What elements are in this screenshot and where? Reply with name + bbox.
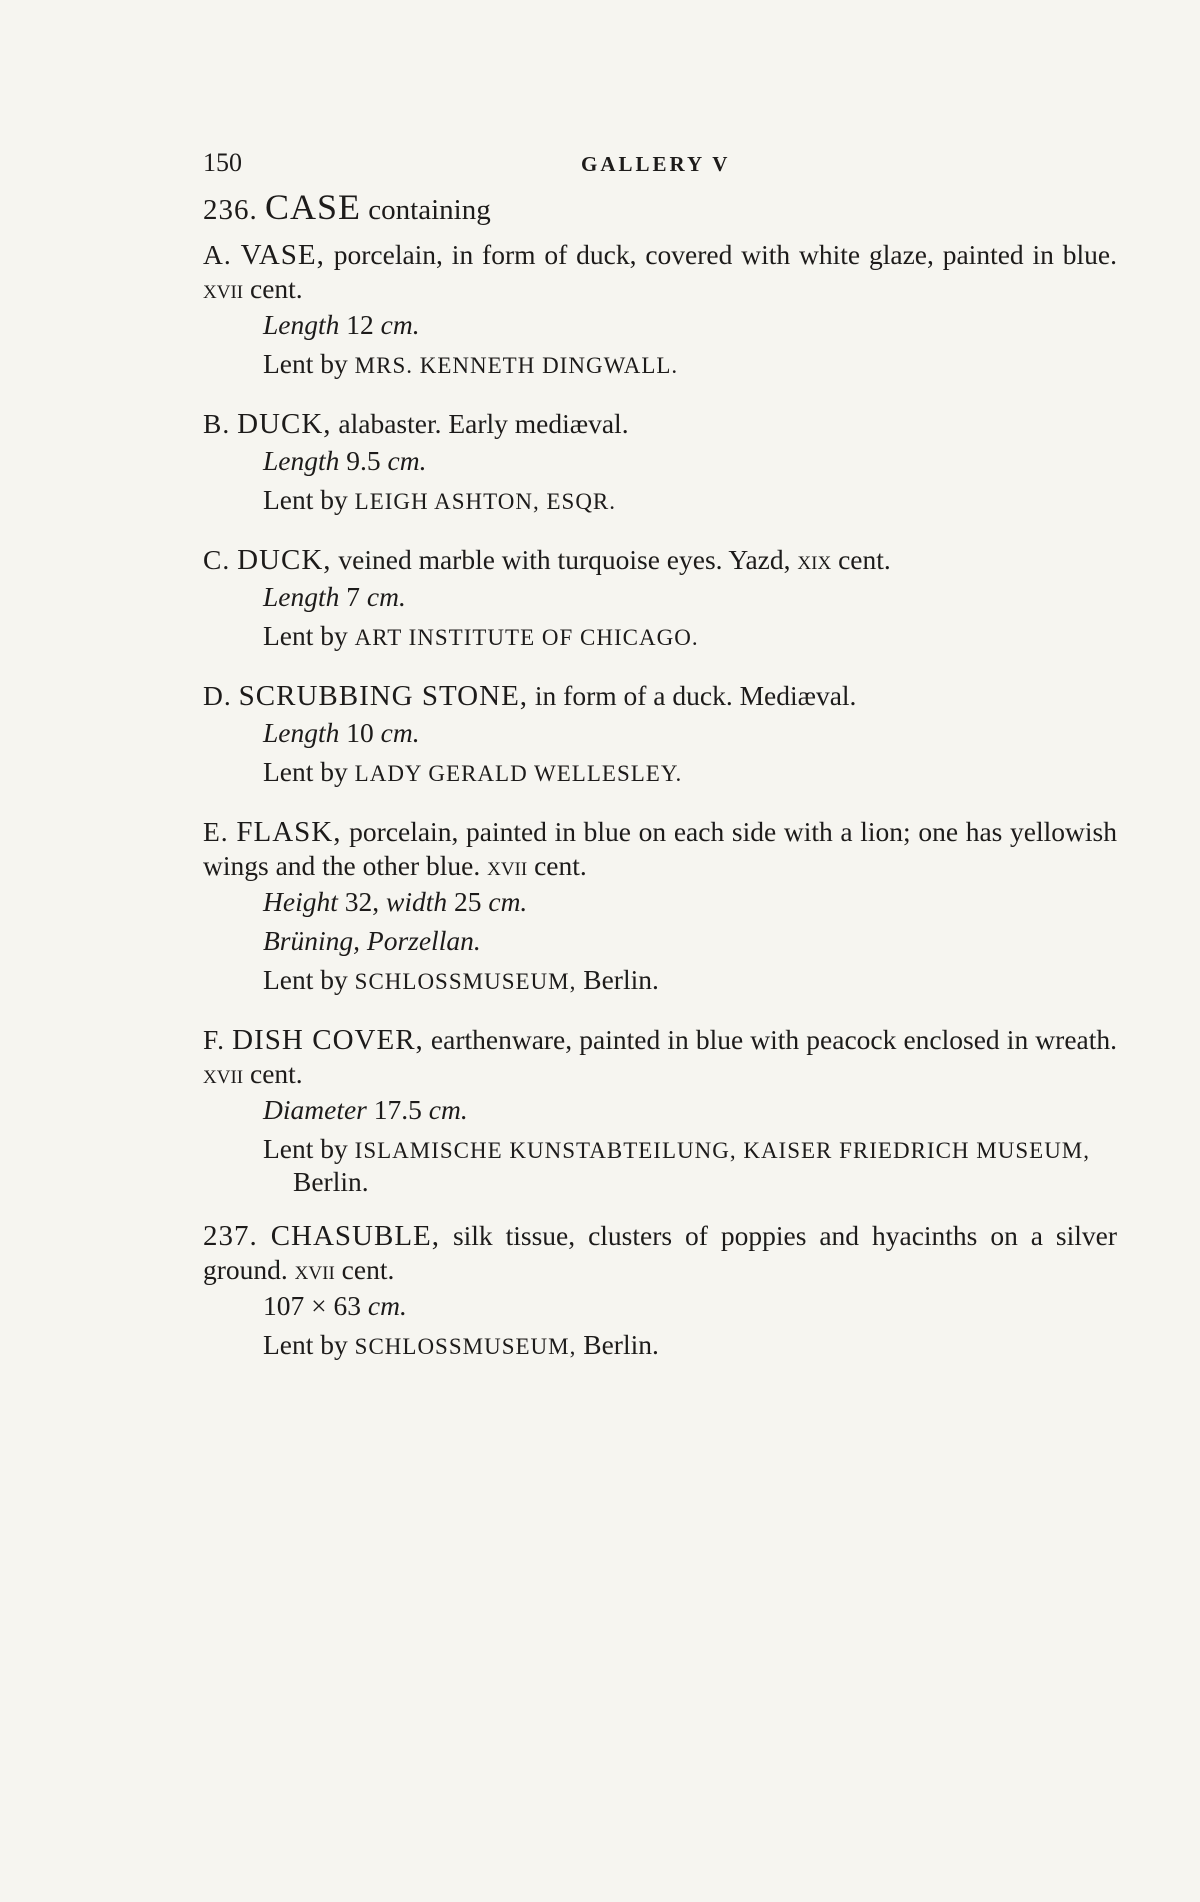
dimension-unit: cm. — [488, 886, 528, 917]
item-dimensions — [263, 305, 1117, 344]
item-date-suffix: cent. — [534, 850, 587, 881]
item-f — [203, 1023, 1117, 1197]
item-c — [203, 543, 1117, 657]
item-date-suffix: cent. — [341, 1254, 395, 1285]
page-number: 150 — [203, 148, 242, 177]
item-lender — [263, 480, 1117, 521]
item-lender — [263, 1325, 1117, 1366]
item-e — [203, 815, 1117, 1001]
item-lender — [263, 344, 1117, 385]
lent-by-label: Lent by — [263, 1329, 348, 1360]
item-dimensions — [263, 1286, 1117, 1325]
item-a — [203, 238, 1117, 385]
item-name: DUCK, — [237, 544, 332, 576]
lent-by-label: Lent by — [263, 348, 348, 379]
item-text: earthenware, painted in blue with peacock enclosed in wreath. — [430, 1024, 1117, 1055]
item-name: SCRUBBING STONE, — [238, 680, 529, 712]
lent-by-label: Lent by — [263, 1133, 348, 1164]
item-description — [203, 815, 1117, 882]
item-text: veined marble with turquoise eyes. Yazd, — [338, 544, 791, 575]
dimension-unit: cm. — [380, 717, 420, 748]
lender-name: SCHLOSSMUSEUM, — [354, 1334, 577, 1359]
item-name: VASE, — [240, 239, 325, 271]
lender-name: ISLAMISCHE KUNSTABTEILUNG, KAISER FRIEDRICH MUSEUM, — [354, 1138, 1091, 1163]
entry-237 — [203, 1219, 1117, 1366]
dimension-value: 9.5 — [346, 445, 381, 476]
item-description — [203, 679, 1117, 713]
lender-place: Berlin. — [583, 964, 659, 995]
dimension-value: 17.5 — [373, 1094, 422, 1125]
dimension-value: 10 — [346, 717, 374, 748]
item-dimensions — [263, 713, 1117, 752]
item-label: F. — [203, 1024, 225, 1055]
dimension-label: Length — [263, 717, 340, 748]
lender-place: Berlin. — [583, 1329, 659, 1360]
item-dimensions — [263, 882, 1117, 921]
dimension-unit: cm. — [367, 1290, 407, 1321]
lender-name: LEIGH ASHTON, ESQR. — [354, 489, 617, 514]
dimension-value: 107 × 63 — [263, 1290, 362, 1321]
dimension-value: 32, — [344, 886, 380, 917]
item-lender — [263, 752, 1117, 793]
dimension-label: Length — [263, 309, 340, 340]
dimension-extra-value: 25 — [453, 886, 482, 917]
entry-number: 236. — [203, 194, 258, 226]
item-lender — [263, 1133, 1117, 1197]
item-dimensions — [263, 441, 1117, 480]
item-date: xix — [797, 544, 832, 575]
lent-by-label: Lent by — [263, 964, 348, 995]
item-label: E. — [203, 816, 229, 847]
item-label: D. — [203, 680, 232, 711]
entry-suffix: containing — [368, 194, 491, 226]
dimension-unit: cm. — [366, 581, 406, 612]
item-text: in form of a duck. Mediæval. — [534, 680, 857, 711]
item-name: FLASK, — [236, 816, 342, 848]
lender-name: SCHLOSSMUSEUM, — [354, 969, 577, 994]
entry-number: 237. — [203, 1220, 258, 1252]
item-text: porcelain, in form of duck, covered with white glaze, painted in blue. — [333, 239, 1118, 270]
item-dimensions — [263, 1090, 1117, 1129]
item-date-suffix: cent. — [249, 1058, 303, 1089]
page-header — [203, 148, 1117, 182]
lender-name: LADY GERALD WELLESLEY. — [354, 761, 683, 786]
item-description — [203, 238, 1117, 305]
item-label: B. — [203, 408, 231, 439]
item-date: xvii — [487, 850, 528, 881]
item-lender — [263, 960, 1117, 1001]
item-b — [203, 407, 1117, 521]
item-description — [203, 543, 1117, 577]
running-head: GALLERY V — [581, 152, 731, 176]
dimension-value: 12 — [346, 309, 374, 340]
item-description — [203, 407, 1117, 441]
entry-title: CASE — [265, 187, 362, 227]
item-date-suffix: cent. — [838, 544, 891, 575]
entry-title: CHASUBLE, — [270, 1220, 441, 1252]
entry-236-title — [203, 186, 1117, 228]
dimension-label: Length — [263, 581, 340, 612]
dimension-unit: cm. — [387, 445, 427, 476]
lender-name: MRS. KENNETH DINGWALL. — [354, 353, 679, 378]
lender-place: Berlin. — [293, 1166, 369, 1197]
item-text: porcelain, painted in blue on each side with a lion; one has yellowish wings and the other blue. — [203, 816, 1117, 881]
dimension-unit: cm. — [428, 1094, 468, 1125]
item-description — [203, 1219, 1117, 1286]
item-date: xvii — [203, 1058, 244, 1089]
dimension-extra-label: width — [385, 886, 448, 917]
dimension-unit: cm. — [380, 309, 420, 340]
item-reference: Brüning, Porzellan. — [263, 925, 481, 956]
dimension-label: Length — [263, 445, 340, 476]
item-name: DUCK, — [237, 408, 332, 440]
item-dimensions — [263, 577, 1117, 616]
lent-by-label: Lent by — [263, 484, 348, 515]
dimension-label: Diameter — [263, 1094, 367, 1125]
item-label: C. — [203, 544, 231, 575]
item-date: xvii — [294, 1254, 335, 1285]
item-name: DISH COVER, — [232, 1024, 424, 1056]
item-date: xvii — [203, 273, 244, 304]
catalogue-page — [203, 148, 1117, 1366]
item-date-suffix: cent. — [249, 273, 303, 304]
item-text: alabaster. Early mediæval. — [338, 408, 629, 439]
item-description — [203, 1023, 1117, 1090]
dimension-label: Height — [263, 886, 338, 917]
item-label: A. — [203, 239, 232, 270]
lent-by-label: Lent by — [263, 756, 348, 787]
lender-name: ART INSTITUTE OF CHICAGO. — [354, 625, 699, 650]
item-lender — [263, 616, 1117, 657]
item-text: silk tissue, clusters of poppies and hyacinths on a silver ground. — [203, 1220, 1117, 1285]
item-d — [203, 679, 1117, 793]
lent-by-label: Lent by — [263, 620, 348, 651]
dimension-value: 7 — [346, 581, 361, 612]
